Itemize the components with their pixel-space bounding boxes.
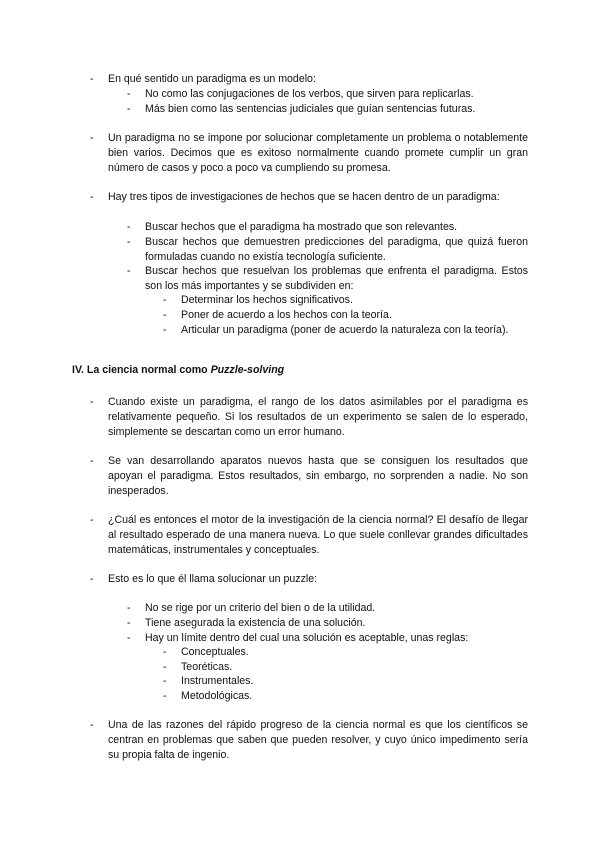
bullet-dash: -	[90, 132, 94, 144]
sub-bullet-dash: -	[127, 236, 131, 248]
sub-bullet-dash: -	[127, 88, 131, 100]
sub-sub-bullet-item: Poner de acuerdo a los hechos con la teoría.	[181, 309, 392, 321]
bullet-rapid-progress: Una de las razones del rápido progreso de la ciencia normal es que los científicos se centran en problemas que saben que pueden resolver, y cuyo único impedimento sería su propia falta de ingenio.	[108, 719, 528, 761]
bullet-paradigm-model: En qué sentido un paradigma es un modelo:	[108, 73, 316, 85]
section-heading-text: IV. La ciencia normal como	[72, 364, 211, 376]
bullet-new-devices: Se van desarrollando aparatos nuevos hasta que se consiguen los resultados que apoyan el paradigma. Estos resultados, sin embargo, no sorprenden a nadie. No son inesperados.	[108, 455, 528, 497]
bullet-dash: -	[90, 455, 94, 467]
sub-bullet-dash: -	[127, 265, 131, 277]
sub-sub-bullet-item: Instrumentales.	[181, 675, 254, 687]
bullet-dash: -	[90, 73, 94, 85]
sub-sub-bullet-item: Determinar los hechos significativos.	[181, 294, 353, 306]
bullet-data-range: Cuando existe un paradigma, el rango de los datos asimilables por el paradigma es relativamente pequeño. Si los resultados de un experimento se salen de lo esperado, simplemente se descartan como un error humano.	[108, 396, 528, 438]
sub-sub-bullet-item: Metodológicas.	[181, 690, 253, 702]
sub-bullet-item: Buscar hechos que resuelvan los problemas que enfrenta el paradigma. Estos son los más importantes y se subdividen en:	[145, 265, 528, 292]
sub-sub-bullet-dash: -	[163, 690, 167, 702]
bullet-research-types: Hay tres tipos de investigaciones de hechos que se hacen dentro de un paradigma:	[108, 191, 500, 203]
sub-bullet-dash: -	[127, 602, 131, 614]
sub-bullet-item: Buscar hechos que demuestren predicciones del paradigma, que quizá fueron formuladas cuando no existía tecnología suficiente.	[145, 236, 528, 263]
sub-sub-bullet-dash: -	[163, 309, 167, 321]
bullet-dash: -	[90, 396, 94, 408]
sub-sub-bullet-item: Articular un paradigma (poner de acuerdo la naturaleza con la teoría).	[181, 324, 509, 336]
sub-bullet-item: Buscar hechos que el paradigma ha mostrado que son relevantes.	[145, 221, 458, 233]
sub-sub-bullet-dash: -	[163, 646, 167, 658]
sub-bullet-dash: -	[127, 103, 131, 115]
section-heading-italic: Puzzle-solving	[210, 364, 285, 376]
sub-sub-bullet-item: Conceptuales.	[181, 646, 249, 658]
bullet-dash: -	[90, 191, 94, 203]
sub-bullet-item: No como las conjugaciones de los verbos, que sirven para replicarlas.	[145, 88, 474, 100]
sub-bullet-item: No se rige por un criterio del bien o de la utilidad.	[145, 602, 376, 614]
bullet-research-motor: ¿Cuál es entonces el motor de la investigación de la ciencia normal? El desafío de llegar al resultado esperado de una manera nueva. Lo que suele conllevar grandes dificultades matemáticas, instrumentales y conceptuales.	[108, 514, 528, 556]
bullet-dash: -	[90, 514, 94, 526]
sub-bullet-dash: -	[127, 221, 131, 233]
sub-bullet-dash: -	[127, 632, 131, 644]
section-heading	[72, 363, 284, 378]
bullet-paradigm-imposition: Un paradigma no se impone por solucionar completamente un problema o notablemente bien varios. Decimos que es exitoso normalmente cuando promete cumplir un gran número de casos y poco a poco va cumpliendo su promesa.	[108, 132, 528, 174]
bullet-dash: -	[90, 573, 94, 585]
bullet-dash: -	[90, 719, 94, 731]
sub-sub-bullet-dash: -	[163, 294, 167, 306]
sub-sub-bullet-dash: -	[163, 324, 167, 336]
sub-bullet-item: Tiene asegurada la existencia de una solución.	[145, 617, 366, 629]
sub-sub-bullet-item: Teoréticas.	[181, 661, 233, 673]
sub-bullet-item: Más bien como las sentencias judiciales que guían sentencias futuras.	[145, 103, 476, 115]
sub-bullet-dash: -	[127, 617, 131, 629]
bullet-puzzle: Esto es lo que él llama solucionar un puzzle:	[108, 573, 318, 585]
sub-sub-bullet-dash: -	[163, 675, 167, 687]
sub-sub-bullet-dash: -	[163, 661, 167, 673]
sub-bullet-item: Hay un límite dentro del cual una solución es aceptable, unas reglas:	[145, 632, 469, 644]
